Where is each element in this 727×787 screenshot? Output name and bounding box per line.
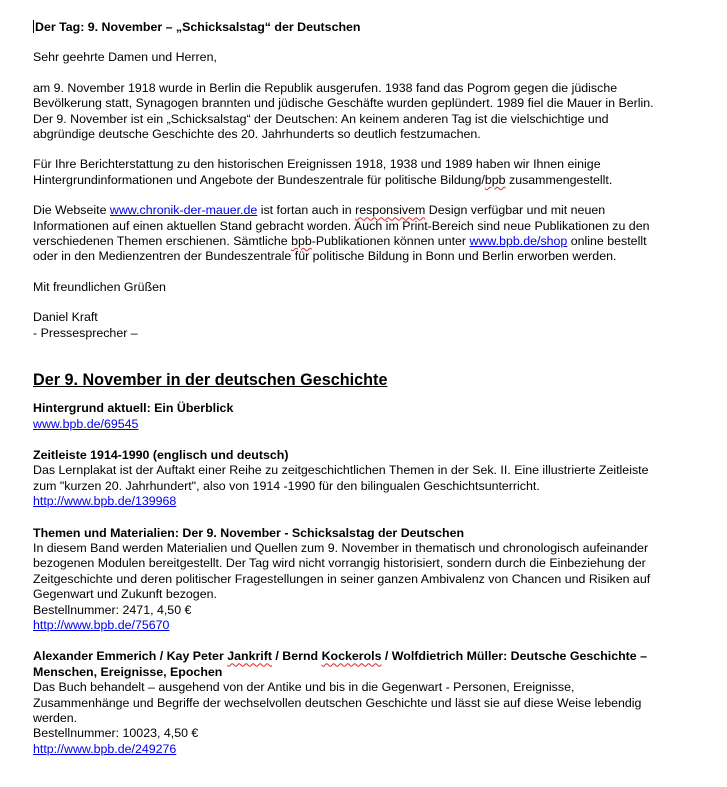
entry-link[interactable]: www.bpb.de/69545	[33, 416, 139, 431]
text-run: / Bernd	[271, 649, 322, 664]
publication-entry	[33, 401, 665, 432]
letter-subject	[33, 20, 665, 35]
spellcheck-word: bpb	[291, 234, 312, 249]
text-run: ist fortan auch in	[257, 203, 356, 218]
entry-description: In diesem Band werden Materialien und Quellen zum 9. November in thematisch und chronologisch aufeinander bezogenen Modulen bereitgestellt. Der Tag wird nicht vorrangig historisiert, sondern durch die Einbeziehung der Zeitgeschichte und deren politischer Fragestellungen in seiner ganzen Ambivalenz von Chancen und Risiken auf Gegenwart und Zukunft bezogen.	[33, 540, 651, 602]
text-cursor	[33, 20, 34, 33]
letter-salutation: Sehr geehrte Damen und Herren,	[33, 50, 217, 65]
signature-role: - Pressesprecher –	[33, 325, 138, 340]
letter-paragraph-2-text: Für Ihre Berichterstattung zu den historischen Ereignissen 1918, 1938 und 1989 haben wir Ihnen einige Hintergrundinformationen und Angebote der Bundeszentrale für politische Bildung/	[33, 157, 601, 187]
entry-title	[33, 649, 665, 680]
entry-title: Themen und Materialien: Der 9. November - Schicksalstag der Deutschen	[33, 525, 465, 540]
letter-paragraph-3	[33, 203, 665, 265]
entry-link[interactable]: http://www.bpb.de/249276	[33, 741, 177, 756]
text-run: Die Webseite	[33, 203, 110, 218]
text-run: Alexander Emmerich / Kay Peter	[33, 649, 228, 664]
spellcheck-word: Kockerols	[321, 649, 382, 664]
publication-entry	[33, 649, 665, 757]
spellcheck-word: Jankrift	[227, 649, 272, 664]
section-heading: Der 9. November in der deutschen Geschichte	[33, 371, 388, 390]
entry-link[interactable]: http://www.bpb.de/75670	[33, 617, 170, 632]
letter-paragraph-2	[33, 157, 665, 188]
entry-description: Das Lernplakat ist der Auftakt einer Reihe zu zeitgeschichtlichen Themen in der Sek. II. Eine illustrierte Zeitleiste zum "kurzen 20. Jahrhundert", also von 1914 -1990 für den bilingualen Geschichtsunterricht.	[33, 463, 649, 493]
chronik-link[interactable]: www.chronik-der-mauer.de	[109, 203, 258, 218]
letter-paragraph-1: am 9. November 1918 wurde in Berlin die Republik ausgerufen. 1938 fand das Pogrom gegen die jüdische Bevölkerung statt, Synagogen brannten und jüdische Geschäfte wurden geplündert. 1989 fiel die Mauer in Berlin. Der 9. November ist ein „Schicksalstag“ der Deutschen: An keinem anderen Tag ist die vielschichtige und abgründige deutsche Geschichte des 20. Jahrhunderts so deutlich festzumachen.	[33, 80, 654, 142]
text-run: online bestellt oder in den Medienzentren der Bundeszentrale für politische Bildung in Bonn und Berlin erworben werden.	[33, 234, 647, 264]
entry-description: Das Buch behandelt – ausgehend von der Antike und bis in die Gegenwart - Personen, Ereignisse, Zusammenhänge und Begriffe der wechselvollen deutschen Geschichte und lässt sie auf diese Weise lebendig werden.	[33, 680, 642, 725]
spellcheck-word: bpb	[484, 172, 506, 187]
entry-order-number: Bestellnummer: 2471, 4,50 €	[33, 602, 192, 617]
letter-paragraph-2-text-end: zusammengestellt.	[505, 172, 613, 187]
publication-entry	[33, 526, 665, 634]
text-run: Design verfügbar und mit neuen Informationen auf einen aktuellen Stand gebracht worden. Auch im Print-Bereich sind neue Publikationen zu den verschiedenen Themen erschienen. Sämtliche	[33, 203, 650, 249]
document-page	[33, 20, 665, 773]
text-run: -Publikationen können unter	[311, 234, 470, 249]
spellcheck-word: responsivem	[355, 203, 426, 218]
entry-link[interactable]: http://www.bpb.de/139968	[33, 494, 177, 509]
text-run: / Wolfdietrich Müller: Deutsche Geschichte – Menschen, Ereignisse, Epochen	[33, 649, 648, 679]
shop-link-text: www.bpb.de/shop	[469, 234, 568, 249]
entry-order-number: Bestellnummer: 10023, 4,50 €	[33, 726, 199, 741]
entry-title: Hintergrund aktuell: Ein Überblick	[33, 401, 234, 416]
shop-link[interactable]	[470, 234, 568, 248]
letter-closing: Mit freundlichen Grüßen	[33, 279, 166, 294]
letter-subject-text: Der Tag: 9. November – „Schicksalstag“ der Deutschen	[35, 20, 361, 34]
entry-title: Zeitleiste 1914-1990 (englisch und deutsch)	[33, 447, 289, 462]
publication-entry	[33, 448, 665, 510]
signature-name: Daniel Kraft	[33, 310, 98, 325]
